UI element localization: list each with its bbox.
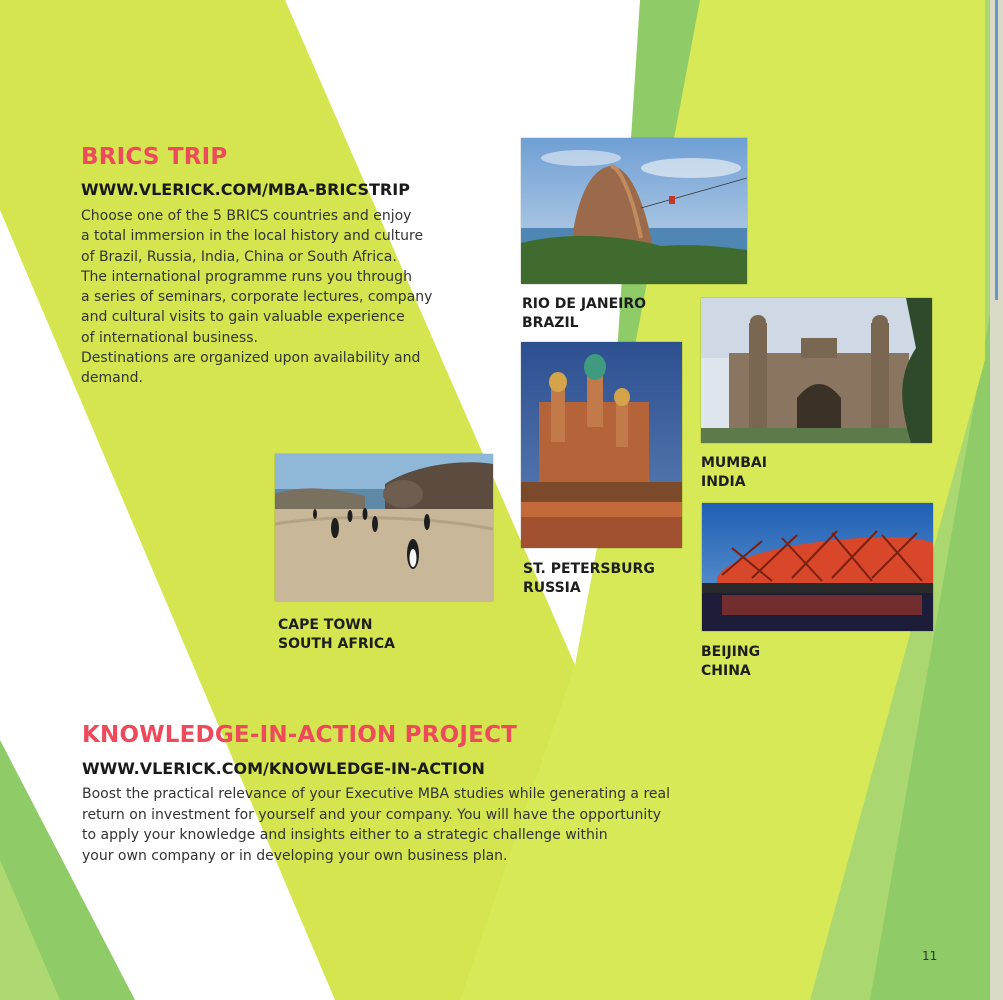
brics-body-line: demand. [81, 370, 143, 387]
kia-body-line: your own company or in developing your own business plan. [82, 847, 508, 864]
cape-town-city: CAPE TOWN [278, 617, 373, 633]
cape-town-country: SOUTH AFRICA [278, 636, 395, 652]
brics-body-line: The international programme runs you through [81, 268, 412, 285]
st-petersburg-city: ST. PETERSBURG [523, 561, 655, 577]
st-petersburg-caption [523, 560, 655, 598]
rio-caption [522, 295, 646, 333]
beijing-photo [702, 503, 933, 631]
mumbai-caption [701, 454, 767, 492]
kia-body-line: to apply your knowledge and insights either to a strategic challenge within [82, 827, 608, 843]
brics-body-line: a total immersion in the local history and culture [81, 228, 424, 245]
brics-body-line: Choose one of the 5 BRICS countries and enjoy [81, 208, 412, 224]
beijing-country: CHINA [701, 663, 751, 679]
beijing-city: BEIJING [701, 644, 761, 660]
rio-de-janeiro-photo [521, 138, 747, 284]
cape-town-caption [278, 616, 395, 654]
brics-description [81, 206, 432, 389]
rio-country: BRAZIL [522, 315, 579, 331]
brics-body-line: of international business. [81, 329, 258, 346]
kia-title: KNOWLEDGE-IN-ACTION PROJECT [82, 722, 518, 748]
beijing-caption [701, 643, 760, 681]
brics-title: BRICS TRIP [81, 144, 228, 170]
kia-body-line: Boost the practical relevance of your Executive MBA studies while generating a real [82, 786, 670, 802]
kia-description [82, 784, 670, 866]
kia-url[interactable]: WWW.VLERICK.COM/KNOWLEDGE-IN-ACTION [82, 759, 485, 778]
mumbai-photo [701, 298, 932, 443]
rio-city: RIO DE JANEIRO [522, 296, 647, 312]
brics-url[interactable]: WWW.VLERICK.COM/MBA-BRICSTRIP [81, 180, 410, 199]
page-number: 11 [922, 949, 938, 963]
kia-body-line: return on investment for yourself and your company. You will have the opportunity [82, 806, 662, 823]
brics-body-line: Destinations are organized upon availability and [81, 350, 421, 367]
mumbai-city: MUMBAI [701, 455, 767, 471]
cape-town-photo [275, 454, 493, 601]
st-petersburg-photo [521, 342, 682, 548]
st-petersburg-country: RUSSIA [523, 580, 581, 596]
mumbai-country: INDIA [701, 474, 746, 490]
brics-body-line: a series of seminars, corporate lectures, company [81, 289, 433, 306]
brics-body-line: and cultural visits to gain valuable experience [81, 309, 405, 326]
brics-body-line: of Brazil, Russia, India, China or South Africa. [81, 248, 397, 265]
